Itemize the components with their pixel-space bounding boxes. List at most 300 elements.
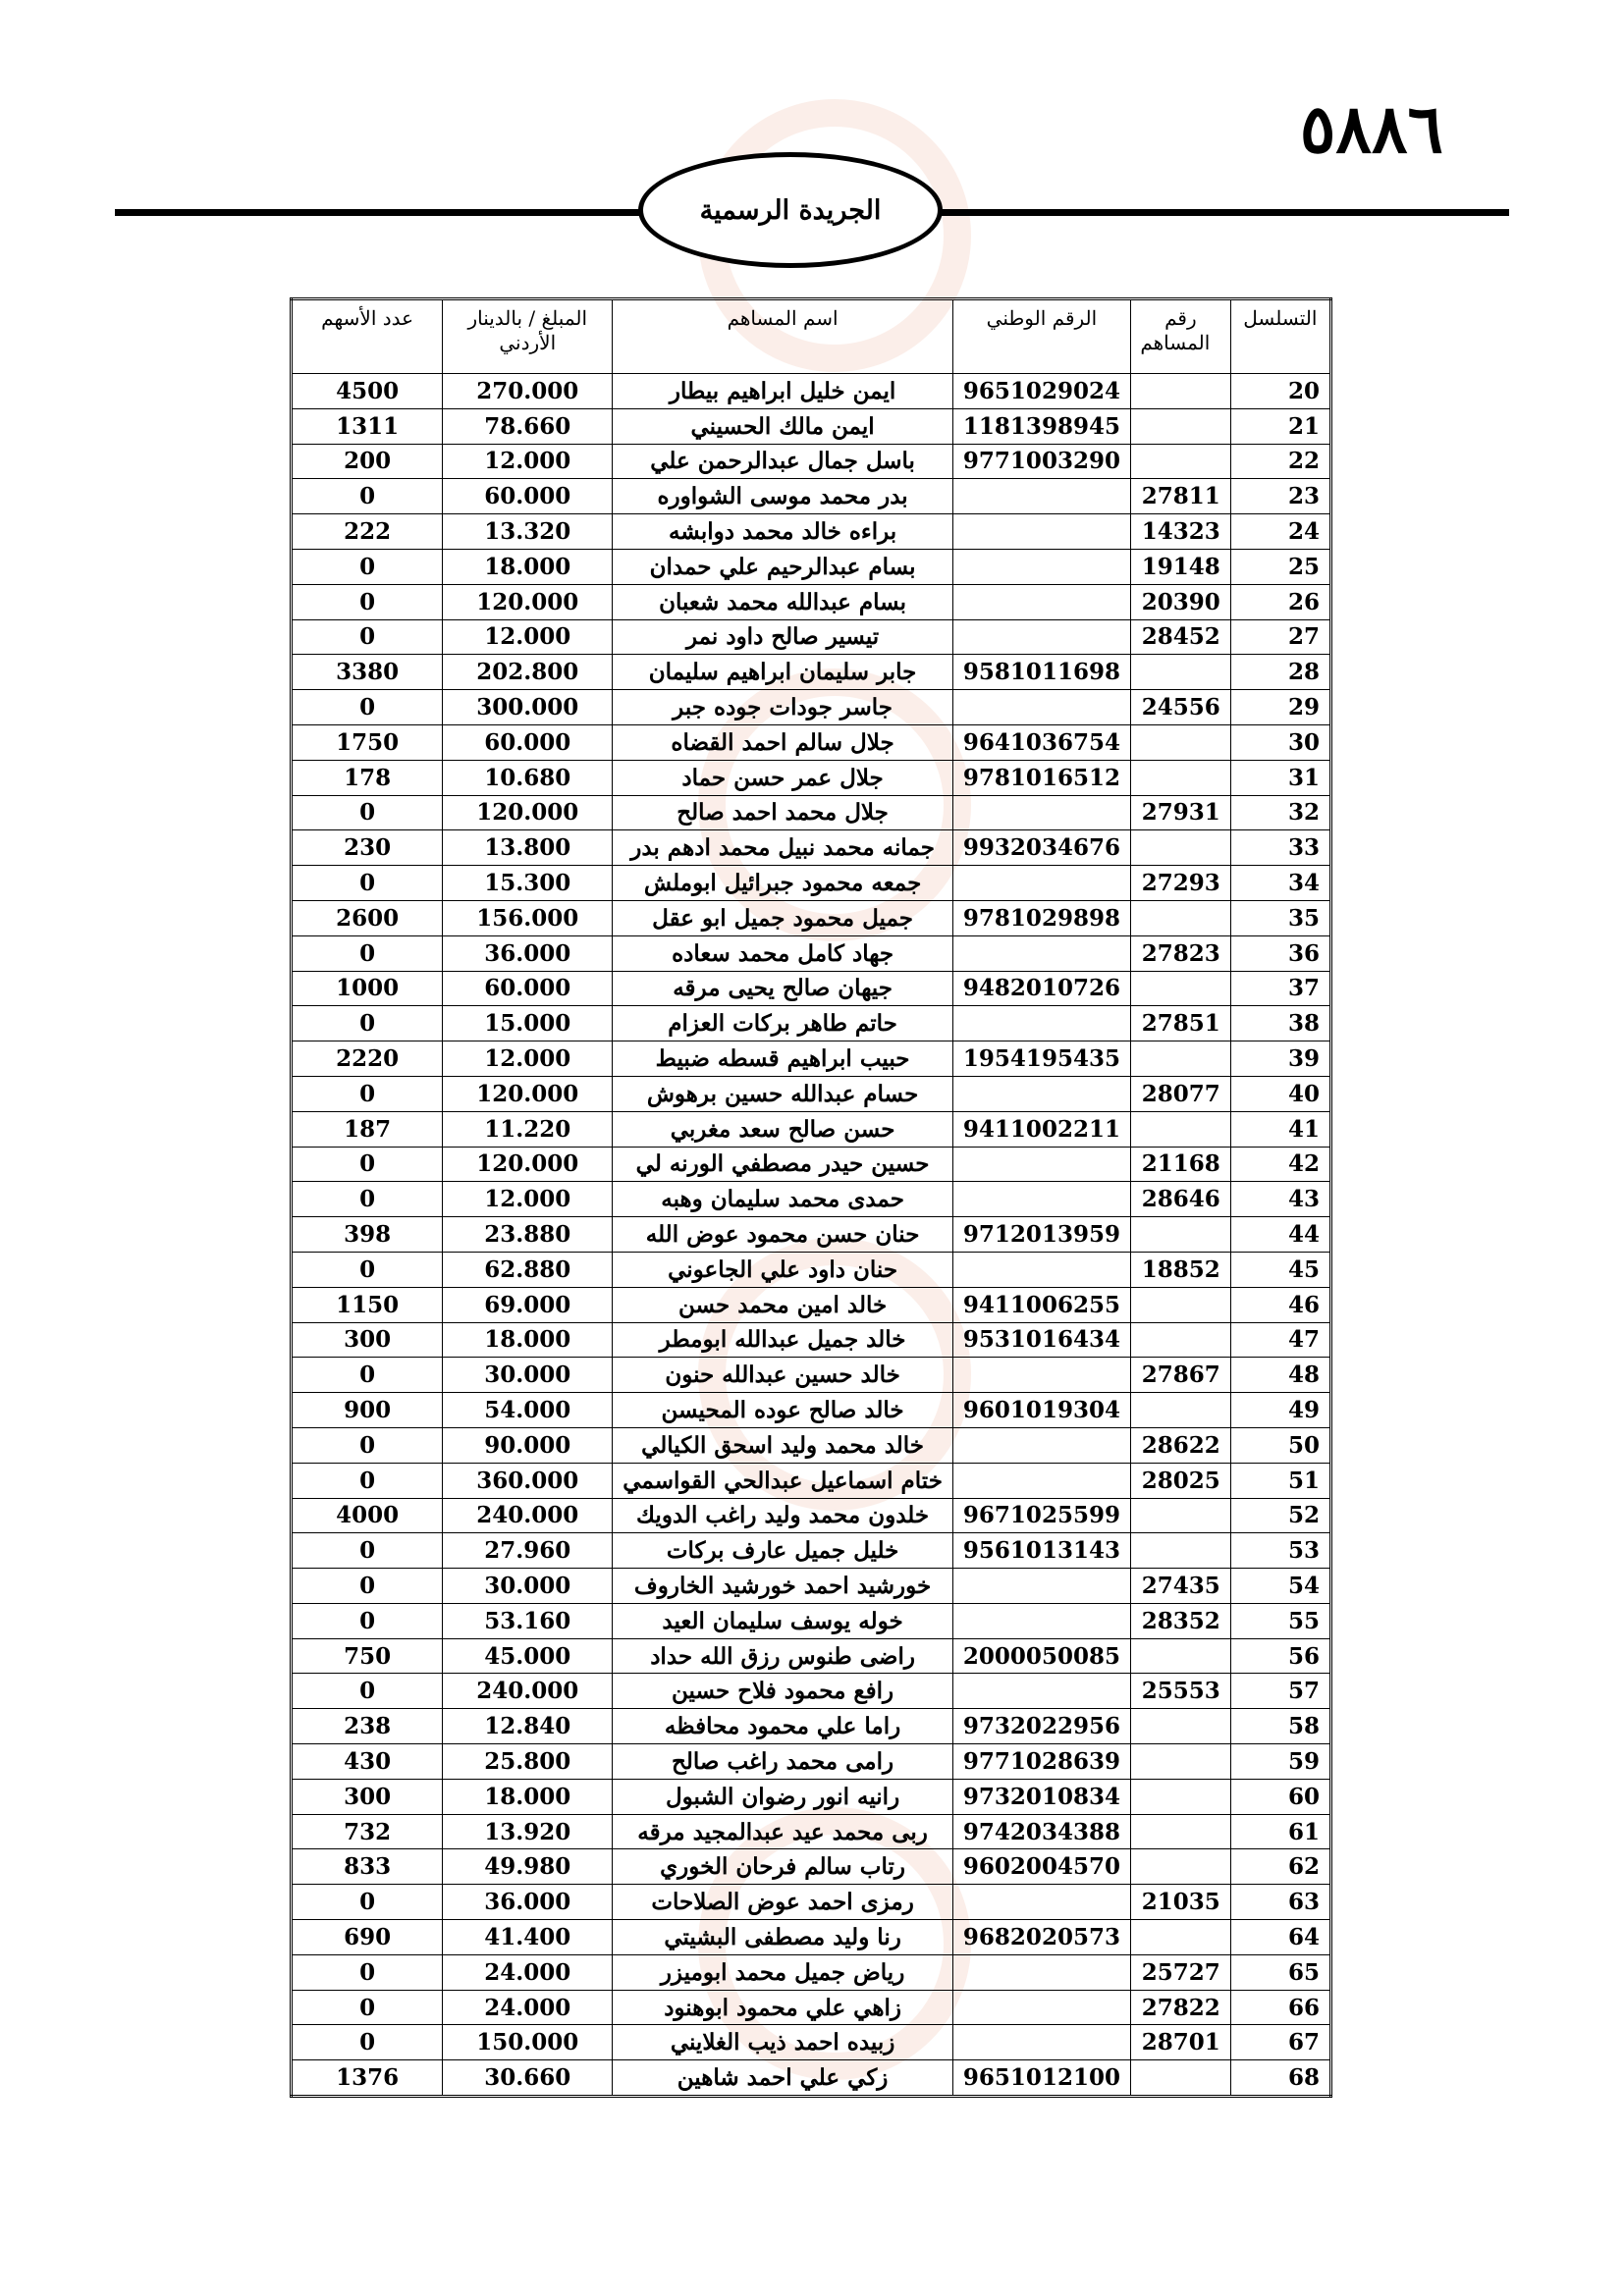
shareholder-number-cell: 18852 — [1130, 1252, 1230, 1287]
shareholder-number-cell — [1130, 655, 1230, 690]
national-id-cell: 9411006255 — [952, 1287, 1130, 1322]
share-count-cell: 750 — [292, 1638, 443, 1674]
serial-cell: 54 — [1230, 1569, 1330, 1604]
shareholder-number-cell — [1130, 408, 1230, 444]
share-count-cell: 0 — [292, 935, 443, 971]
amount-cell: 156.000 — [443, 900, 613, 935]
serial-cell: 65 — [1230, 1954, 1330, 1990]
national-id-cell: 1181398945 — [952, 408, 1130, 444]
shareholder-name-cell: راضى طنوس رزق الله حداد — [613, 1638, 953, 1674]
amount-cell: 240.000 — [443, 1498, 613, 1533]
serial-cell: 68 — [1230, 2060, 1330, 2097]
shareholder-number-cell: 27435 — [1130, 1569, 1230, 1604]
amount-cell: 30.000 — [443, 1358, 613, 1393]
serial-cell: 47 — [1230, 1322, 1330, 1358]
share-count-cell: 0 — [292, 1533, 443, 1569]
table-row — [292, 2025, 1331, 2060]
share-count-cell: 0 — [292, 1182, 443, 1217]
serial-cell: 28 — [1230, 655, 1330, 690]
amount-cell: 69.000 — [443, 1287, 613, 1322]
shareholder-number-cell: 27931 — [1130, 795, 1230, 830]
table-row — [292, 549, 1331, 584]
table-row — [292, 1709, 1331, 1744]
serial-cell: 20 — [1230, 374, 1330, 409]
amount-cell: 78.660 — [443, 408, 613, 444]
share-count-cell: 0 — [292, 1427, 443, 1463]
amount-cell: 49.980 — [443, 1849, 613, 1885]
shareholder-number-cell: 27822 — [1130, 1990, 1230, 2025]
national-id-cell — [952, 866, 1130, 901]
national-id-cell — [952, 1076, 1130, 1111]
amount-cell: 120.000 — [443, 1147, 613, 1182]
shareholders-table — [290, 297, 1332, 2098]
shareholder-name-cell: خالد حسين عبدالله حنون — [613, 1358, 953, 1393]
shareholder-number-cell — [1130, 1920, 1230, 1955]
amount-cell: 120.000 — [443, 584, 613, 619]
amount-cell: 270.000 — [443, 374, 613, 409]
national-id-cell: 9601019304 — [952, 1393, 1130, 1428]
national-id-cell: 9671025599 — [952, 1498, 1130, 1533]
shareholder-name-cell: تيسير صالح داود نمر — [613, 619, 953, 655]
serial-cell: 40 — [1230, 1076, 1330, 1111]
national-id-cell: 9581011698 — [952, 655, 1130, 690]
national-id-cell: 9932034676 — [952, 830, 1130, 866]
share-count-cell: 178 — [292, 760, 443, 795]
national-id-cell — [952, 1463, 1130, 1498]
shareholder-number-cell: 27867 — [1130, 1358, 1230, 1393]
shareholder-number-cell — [1130, 1287, 1230, 1322]
table-row — [292, 900, 1331, 935]
share-count-cell: 398 — [292, 1217, 443, 1253]
amount-cell: 13.800 — [443, 830, 613, 866]
national-id-cell: 9602004570 — [952, 1849, 1130, 1885]
serial-cell: 50 — [1230, 1427, 1330, 1463]
shareholder-number-cell: 28646 — [1130, 1182, 1230, 1217]
shareholder-name-cell: خلدون محمد وليد راغب الدويك — [613, 1498, 953, 1533]
serial-cell: 58 — [1230, 1709, 1330, 1744]
amount-cell: 24.000 — [443, 1954, 613, 1990]
amount-cell: 36.000 — [443, 935, 613, 971]
serial-cell: 59 — [1230, 1744, 1330, 1780]
amount-cell: 18.000 — [443, 549, 613, 584]
shareholder-number-cell: 28622 — [1130, 1427, 1230, 1463]
amount-cell: 150.000 — [443, 2025, 613, 2060]
serial-cell: 33 — [1230, 830, 1330, 866]
serial-cell: 35 — [1230, 900, 1330, 935]
national-id-cell: 9411002211 — [952, 1111, 1130, 1147]
share-count-cell: 0 — [292, 690, 443, 725]
national-id-cell — [952, 1427, 1130, 1463]
national-id-cell: 9742034388 — [952, 1814, 1130, 1849]
amount-cell: 45.000 — [443, 1638, 613, 1674]
amount-cell: 12.000 — [443, 444, 613, 479]
shareholder-number-cell — [1130, 900, 1230, 935]
amount-cell: 25.800 — [443, 1744, 613, 1780]
shareholder-name-cell: ايمن خليل ابراهيم بيطار — [613, 374, 953, 409]
national-id-cell — [952, 584, 1130, 619]
share-count-cell: 900 — [292, 1393, 443, 1428]
shareholder-number-cell: 25727 — [1130, 1954, 1230, 1990]
share-count-cell: 2220 — [292, 1041, 443, 1077]
national-id-cell — [952, 549, 1130, 584]
table-row — [292, 1533, 1331, 1569]
shareholder-number-cell: 27851 — [1130, 1006, 1230, 1041]
shareholder-name-cell: حنان حسن محمود عوض الله — [613, 1217, 953, 1253]
national-id-cell: 9712013959 — [952, 1217, 1130, 1253]
shareholder-number-cell — [1130, 1393, 1230, 1428]
table-row — [292, 1427, 1331, 1463]
amount-cell: 60.000 — [443, 724, 613, 760]
table-row — [292, 1990, 1331, 2025]
shareholder-number-cell — [1130, 1779, 1230, 1814]
shareholder-name-cell: باسل جمال عبدالرحمن علي — [613, 444, 953, 479]
serial-cell: 56 — [1230, 1638, 1330, 1674]
shareholder-name-cell: راما علي محمود محافظه — [613, 1709, 953, 1744]
national-id-cell — [952, 1885, 1130, 1920]
shareholder-number-cell: 28452 — [1130, 619, 1230, 655]
share-count-cell: 1000 — [292, 971, 443, 1006]
share-count-cell: 0 — [292, 795, 443, 830]
national-id-cell — [952, 1954, 1130, 1990]
shareholder-name-cell: جمانه محمد نبيل محمد ادهم بدر — [613, 830, 953, 866]
shareholder-number-cell — [1130, 760, 1230, 795]
share-count-cell: 430 — [292, 1744, 443, 1780]
share-count-cell: 0 — [292, 2025, 443, 2060]
amount-cell: 240.000 — [443, 1674, 613, 1709]
serial-cell: 38 — [1230, 1006, 1330, 1041]
shareholder-number-cell — [1130, 1533, 1230, 1569]
table-row — [292, 1111, 1331, 1147]
shareholder-name-cell: رياض جميل محمد ابوميزر — [613, 1954, 953, 1990]
table-row — [292, 1041, 1331, 1077]
amount-cell: 60.000 — [443, 479, 613, 514]
shareholder-number-cell: 27823 — [1130, 935, 1230, 971]
amount-cell: 23.880 — [443, 1217, 613, 1253]
amount-cell: 90.000 — [443, 1427, 613, 1463]
shareholder-name-cell: رمزى احمد عوض الصلاحات — [613, 1885, 953, 1920]
share-count-cell: 0 — [292, 1954, 443, 1990]
serial-cell: 44 — [1230, 1217, 1330, 1253]
table-row — [292, 1814, 1331, 1849]
national-id-cell — [952, 1990, 1130, 2025]
shareholder-name-cell: جاسر جودات جوده جبر — [613, 690, 953, 725]
share-count-cell: 0 — [292, 1990, 443, 2025]
amount-cell: 360.000 — [443, 1463, 613, 1498]
national-id-cell — [952, 690, 1130, 725]
shareholder-number-cell — [1130, 2060, 1230, 2097]
shareholder-number-cell — [1130, 971, 1230, 1006]
serial-cell: 51 — [1230, 1463, 1330, 1498]
share-count-cell: 300 — [292, 1779, 443, 1814]
shareholder-name-cell: جابر سليمان ابراهيم سليمان — [613, 655, 953, 690]
shareholder-number-cell — [1130, 1814, 1230, 1849]
national-id-cell — [952, 1358, 1130, 1393]
serial-cell: 32 — [1230, 795, 1330, 830]
share-count-cell: 0 — [292, 866, 443, 901]
shareholder-number-cell — [1130, 1322, 1230, 1358]
shareholder-name-cell: ربى محمد عيد عبدالمجيد مرقه — [613, 1814, 953, 1849]
table-header-row — [292, 299, 1331, 374]
shareholder-name-cell: جهاد كامل محمد سعاده — [613, 935, 953, 971]
serial-cell: 26 — [1230, 584, 1330, 619]
serial-cell: 36 — [1230, 935, 1330, 971]
amount-cell: 202.800 — [443, 655, 613, 690]
shareholder-name-cell: رتاب سالم فرحان الخوري — [613, 1849, 953, 1885]
table-row — [292, 935, 1331, 971]
table-row — [292, 479, 1331, 514]
table-row — [292, 1076, 1331, 1111]
share-count-cell: 0 — [292, 584, 443, 619]
table-row — [292, 690, 1331, 725]
share-count-cell: 0 — [292, 1358, 443, 1393]
national-id-cell: 9732010834 — [952, 1779, 1130, 1814]
share-count-cell: 0 — [292, 1147, 443, 1182]
amount-cell: 53.160 — [443, 1603, 613, 1638]
shareholder-number-cell — [1130, 1041, 1230, 1077]
serial-cell: 31 — [1230, 760, 1330, 795]
table-row — [292, 1744, 1331, 1780]
shareholder-name-cell: حبيب ابراهيم قسطه ضبيط — [613, 1041, 953, 1077]
national-id-cell: 9771003290 — [952, 444, 1130, 479]
national-id-cell — [952, 1182, 1130, 1217]
share-count-cell: 187 — [292, 1111, 443, 1147]
amount-cell: 15.300 — [443, 866, 613, 901]
amount-cell: 18.000 — [443, 1322, 613, 1358]
amount-cell: 12.000 — [443, 619, 613, 655]
shareholder-number-cell: 28025 — [1130, 1463, 1230, 1498]
serial-cell: 25 — [1230, 549, 1330, 584]
shareholder-number-cell — [1130, 1498, 1230, 1533]
gazette-title-oval — [638, 152, 943, 268]
shareholder-name-cell: حسام عبدالله حسين برهوش — [613, 1076, 953, 1111]
amount-cell: 62.880 — [443, 1252, 613, 1287]
national-id-cell: 9651012100 — [952, 2060, 1130, 2097]
shareholder-name-cell: حسن صالح سعد مغربي — [613, 1111, 953, 1147]
national-id-cell — [952, 1006, 1130, 1041]
shareholder-number-cell: 28701 — [1130, 2025, 1230, 2060]
shareholder-number-cell — [1130, 1744, 1230, 1780]
shareholder-number-cell: 24556 — [1130, 690, 1230, 725]
shareholder-number-cell — [1130, 374, 1230, 409]
serial-cell: 29 — [1230, 690, 1330, 725]
serial-cell: 67 — [1230, 2025, 1330, 2060]
share-count-cell: 0 — [292, 479, 443, 514]
share-count-cell: 732 — [292, 1814, 443, 1849]
serial-cell: 64 — [1230, 1920, 1330, 1955]
national-id-cell: 9641036754 — [952, 724, 1130, 760]
table-row — [292, 1603, 1331, 1638]
shareholder-name-cell: ختام اسماعيل عبدالحي القواسمي — [613, 1463, 953, 1498]
shareholder-number-cell: 21035 — [1130, 1885, 1230, 1920]
header-national-id: الرقم الوطني — [952, 299, 1130, 374]
shareholder-number-cell — [1130, 830, 1230, 866]
shareholder-name-cell: حاتم طاهر بركات العزام — [613, 1006, 953, 1041]
serial-cell: 27 — [1230, 619, 1330, 655]
amount-cell: 13.320 — [443, 514, 613, 550]
national-id-cell — [952, 479, 1130, 514]
shareholder-name-cell: بسام عبدالله محمد شعبان — [613, 584, 953, 619]
share-count-cell: 3380 — [292, 655, 443, 690]
serial-cell: 37 — [1230, 971, 1330, 1006]
shareholder-number-cell: 27293 — [1130, 866, 1230, 901]
amount-cell: 30.000 — [443, 1569, 613, 1604]
shareholder-name-cell: زبيده احمد ذيب الغلايني — [613, 2025, 953, 2060]
shareholder-number-cell — [1130, 1709, 1230, 1744]
share-count-cell: 4000 — [292, 1498, 443, 1533]
national-id-cell — [952, 935, 1130, 971]
serial-cell: 63 — [1230, 1885, 1330, 1920]
national-id-cell: 9771028639 — [952, 1744, 1130, 1780]
shareholder-name-cell: رانيه انور رضوان الشبول — [613, 1779, 953, 1814]
national-id-cell: 9561013143 — [952, 1533, 1130, 1569]
national-id-cell: 9781016512 — [952, 760, 1130, 795]
share-count-cell: 1750 — [292, 724, 443, 760]
share-count-cell: 690 — [292, 1920, 443, 1955]
serial-cell: 52 — [1230, 1498, 1330, 1533]
amount-cell: 11.220 — [443, 1111, 613, 1147]
share-count-cell: 0 — [292, 1006, 443, 1041]
share-count-cell: 0 — [292, 549, 443, 584]
shareholder-name-cell: خورشيد احمد خورشيد الخاروف — [613, 1569, 953, 1604]
shareholder-number-cell: 14323 — [1130, 514, 1230, 550]
shareholder-name-cell: جيهان صالح يحيى مرقه — [613, 971, 953, 1006]
table-row — [292, 1885, 1331, 1920]
amount-cell: 10.680 — [443, 760, 613, 795]
national-id-cell: 2000050085 — [952, 1638, 1130, 1674]
serial-cell: 24 — [1230, 514, 1330, 550]
table-row — [292, 795, 1331, 830]
serial-cell: 42 — [1230, 1147, 1330, 1182]
share-count-cell: 4500 — [292, 374, 443, 409]
shareholder-number-cell: 25553 — [1130, 1674, 1230, 1709]
table-body — [292, 374, 1331, 2097]
page-number: ٥٨٨٦ — [1299, 90, 1443, 169]
header-shareholder-number: رقم المساهم — [1130, 299, 1230, 374]
shareholder-name-cell: براءه خالد محمد دوابشه — [613, 514, 953, 550]
shareholder-number-cell — [1130, 724, 1230, 760]
shareholder-number-cell — [1130, 1638, 1230, 1674]
shareholder-name-cell: رنا وليد مصطفى البشيتي — [613, 1920, 953, 1955]
amount-cell: 15.000 — [443, 1006, 613, 1041]
table-row — [292, 724, 1331, 760]
table-row — [292, 1358, 1331, 1393]
table-row — [292, 619, 1331, 655]
share-count-cell: 238 — [292, 1709, 443, 1744]
table-row — [292, 2060, 1331, 2097]
amount-cell: 41.400 — [443, 1920, 613, 1955]
amount-cell: 12.000 — [443, 1182, 613, 1217]
shareholder-number-cell — [1130, 1849, 1230, 1885]
shareholder-name-cell: ايمن مالك الحسيني — [613, 408, 953, 444]
share-count-cell: 222 — [292, 514, 443, 550]
shareholder-name-cell: جلال عمر حسن حماد — [613, 760, 953, 795]
national-id-cell: 9732022956 — [952, 1709, 1130, 1744]
table-row — [292, 866, 1331, 901]
national-id-cell — [952, 1252, 1130, 1287]
serial-cell: 60 — [1230, 1779, 1330, 1814]
shareholder-number-cell: 20390 — [1130, 584, 1230, 619]
table-row — [292, 971, 1331, 1006]
shareholder-name-cell: حسين حيدر مصطفي الورنه لي — [613, 1147, 953, 1182]
shareholder-name-cell: حنان داود علي الجاعوني — [613, 1252, 953, 1287]
serial-cell: 23 — [1230, 479, 1330, 514]
amount-cell: 12.840 — [443, 1709, 613, 1744]
national-id-cell: 9482010726 — [952, 971, 1130, 1006]
share-count-cell: 0 — [292, 1885, 443, 1920]
serial-cell: 22 — [1230, 444, 1330, 479]
amount-cell: 12.000 — [443, 1041, 613, 1077]
serial-cell: 48 — [1230, 1358, 1330, 1393]
amount-cell: 120.000 — [443, 795, 613, 830]
serial-cell: 53 — [1230, 1533, 1330, 1569]
table-row — [292, 1954, 1331, 1990]
serial-cell: 62 — [1230, 1849, 1330, 1885]
share-count-cell: 0 — [292, 1252, 443, 1287]
shareholder-name-cell: زكي علي احمد شاهين — [613, 2060, 953, 2097]
national-id-cell — [952, 795, 1130, 830]
national-id-cell: 9531016434 — [952, 1322, 1130, 1358]
table-row — [292, 514, 1331, 550]
amount-cell: 18.000 — [443, 1779, 613, 1814]
shareholder-name-cell: خوله يوسف سليمان العيد — [613, 1603, 953, 1638]
amount-cell: 60.000 — [443, 971, 613, 1006]
amount-cell: 30.660 — [443, 2060, 613, 2097]
serial-cell: 55 — [1230, 1603, 1330, 1638]
header-shareholder-name: اسم المساهم — [613, 299, 953, 374]
table-row — [292, 374, 1331, 409]
amount-cell: 27.960 — [443, 1533, 613, 1569]
shareholder-name-cell: زاهي علي محمود ابوهنود — [613, 1990, 953, 2025]
share-count-cell: 0 — [292, 1076, 443, 1111]
share-count-cell: 0 — [292, 1603, 443, 1638]
table-row — [292, 1322, 1331, 1358]
table-row — [292, 655, 1331, 690]
table-row — [292, 1849, 1331, 1885]
shareholder-name-cell: خالد محمد وليد اسحق الكيالي — [613, 1427, 953, 1463]
serial-cell: 57 — [1230, 1674, 1330, 1709]
table-row — [292, 444, 1331, 479]
amount-cell: 24.000 — [443, 1990, 613, 2025]
shareholder-number-cell: 27811 — [1130, 479, 1230, 514]
shareholder-name-cell: بدر محمد موسى الشواوره — [613, 479, 953, 514]
header-serial: التسلسل — [1230, 299, 1330, 374]
serial-cell: 46 — [1230, 1287, 1330, 1322]
table-row — [292, 1674, 1331, 1709]
shareholder-number-cell: 28352 — [1130, 1603, 1230, 1638]
table-row — [292, 1252, 1331, 1287]
header-amount: المبلغ / بالدينار الأردني — [443, 299, 613, 374]
table-row — [292, 408, 1331, 444]
shareholder-name-cell: بسام عبدالرحيم علي حمدان — [613, 549, 953, 584]
national-id-cell — [952, 2025, 1130, 2060]
table-row — [292, 1569, 1331, 1604]
shareholder-number-cell: 19148 — [1130, 549, 1230, 584]
national-id-cell: 1954195435 — [952, 1041, 1130, 1077]
shareholder-name-cell: جلال محمد احمد صالح — [613, 795, 953, 830]
serial-cell: 66 — [1230, 1990, 1330, 2025]
shareholder-name-cell: خالد امين محمد حسن — [613, 1287, 953, 1322]
national-id-cell — [952, 514, 1130, 550]
table-row — [292, 1779, 1331, 1814]
table-row — [292, 1217, 1331, 1253]
table-row — [292, 1287, 1331, 1322]
table-row — [292, 830, 1331, 866]
shareholder-number-cell — [1130, 1111, 1230, 1147]
shareholder-name-cell: خالد صالح عوده المحيسن — [613, 1393, 953, 1428]
table-row — [292, 1182, 1331, 1217]
share-count-cell: 833 — [292, 1849, 443, 1885]
table-row — [292, 1006, 1331, 1041]
